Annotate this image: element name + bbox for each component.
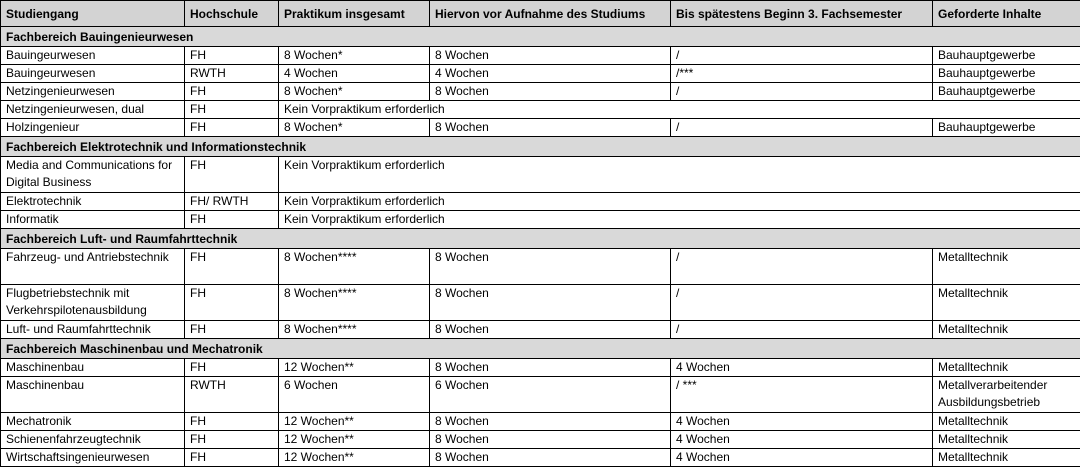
cell-praktikum-insgesamt: 6 Wochen [279,377,430,413]
cell-geforderte-inhalte: Metalltechnik [933,285,1080,321]
table-body [1,27,1080,467]
cell-studiengang: Maschinenbau [1,359,185,377]
col-header-hochschule: Hochschule [185,1,279,27]
cell-studiengang: Netzingenieurwesen, dual [1,101,185,119]
cell-studiengang: Elektrotechnik [1,193,185,211]
cell-hochschule: RWTH [185,377,279,413]
cell-vor-aufnahme: 8 Wochen [430,449,671,467]
cell-studiengang: Fahrzeug- und Antriebstechnik [1,249,185,285]
cell-geforderte-inhalte: Metalltechnik [933,321,1080,339]
section-header-row [1,27,1080,47]
cell-hochschule: FH [185,449,279,467]
section-title: Fachbereich Maschinenbau und Mechatronik [1,339,1080,359]
table-row [1,359,1080,377]
cell-geforderte-inhalte: Metalltechnik [933,359,1080,377]
cell-geforderte-inhalte: Bauhauptgewerbe [933,119,1080,137]
cell-geforderte-inhalte: Bauhauptgewerbe [933,83,1080,101]
cell-praktikum-insgesamt: 8 Wochen* [279,119,430,137]
cell-bis-3-fachsemester: / [671,119,933,137]
cell-bis-3-fachsemester: 4 Wochen [671,431,933,449]
cell-studiengang: Luft- und Raumfahrttechnik [1,321,185,339]
cell-bis-3-fachsemester: / [671,249,933,285]
table-row [1,119,1080,137]
section-header-row [1,229,1080,249]
col-header-vor-aufnahme: Hiervon vor Aufnahme des Studiums [430,1,671,27]
cell-hochschule: FH [185,431,279,449]
cell-studiengang: Netzingenieurwesen [1,83,185,101]
cell-hochschule: FH [185,157,279,193]
cell-praktikum-insgesamt: Kein Vorpraktikum erforderlich [279,101,1080,119]
cell-studiengang: Maschinenbau [1,377,185,413]
cell-praktikum-insgesamt: 8 Wochen* [279,47,430,65]
cell-geforderte-inhalte: Metalltechnik [933,413,1080,431]
col-header-praktikum-insgesamt: Praktikum insgesamt [279,1,430,27]
table-row [1,211,1080,229]
cell-praktikum-insgesamt: 12 Wochen** [279,413,430,431]
cell-hochschule: FH [185,119,279,137]
header-row [1,1,1080,27]
cell-vor-aufnahme: 6 Wochen [430,377,671,413]
table-row [1,157,1080,193]
table-row [1,413,1080,431]
table-row [1,193,1080,211]
cell-hochschule: FH [185,413,279,431]
cell-hochschule: FH [185,249,279,285]
cell-praktikum-insgesamt: 8 Wochen**** [279,249,430,285]
cell-studiengang: Media and Communications for Digital Business [1,157,185,193]
cell-bis-3-fachsemester: 4 Wochen [671,449,933,467]
table-row [1,449,1080,467]
cell-praktikum-insgesamt: 12 Wochen** [279,359,430,377]
cell-praktikum-insgesamt: Kein Vorpraktikum erforderlich [279,211,1080,229]
section-title: Fachbereich Elektrotechnik und Informationstechnik [1,137,1080,157]
cell-praktikum-insgesamt: Kein Vorpraktikum erforderlich [279,193,1080,211]
cell-geforderte-inhalte: Metalltechnik [933,249,1080,285]
cell-hochschule: FH [185,83,279,101]
cell-studiengang: Schienenfahrzeugtechnik [1,431,185,449]
cell-hochschule: FH [185,47,279,65]
cell-bis-3-fachsemester: / [671,83,933,101]
cell-bis-3-fachsemester: /*** [671,65,933,83]
table-row [1,377,1080,413]
cell-geforderte-inhalte: Metalltechnik [933,449,1080,467]
cell-hochschule: FH/ RWTH [185,193,279,211]
table-row [1,47,1080,65]
cell-vor-aufnahme: 8 Wochen [430,413,671,431]
table-row [1,83,1080,101]
cell-bis-3-fachsemester: / [671,47,933,65]
cell-bis-3-fachsemester: / [671,321,933,339]
cell-studiengang: Bauingeurwesen [1,65,185,83]
cell-bis-3-fachsemester: 4 Wochen [671,413,933,431]
table-row [1,65,1080,83]
cell-studiengang: Informatik [1,211,185,229]
cell-praktikum-insgesamt: 8 Wochen* [279,83,430,101]
cell-studiengang: Mechatronik [1,413,185,431]
cell-vor-aufnahme: 8 Wochen [430,83,671,101]
col-header-studiengang: Studiengang [1,1,185,27]
cell-bis-3-fachsemester: 4 Wochen [671,359,933,377]
cell-vor-aufnahme: 4 Wochen [430,65,671,83]
cell-vor-aufnahme: 8 Wochen [430,249,671,285]
cell-bis-3-fachsemester: / [671,285,933,321]
cell-praktikum-insgesamt: 12 Wochen** [279,449,430,467]
cell-vor-aufnahme: 8 Wochen [430,431,671,449]
table-row [1,431,1080,449]
cell-praktikum-insgesamt: 8 Wochen**** [279,285,430,321]
cell-praktikum-insgesamt: 4 Wochen [279,65,430,83]
cell-vor-aufnahme: 8 Wochen [430,285,671,321]
cell-geforderte-inhalte: Metallverarbeitender Ausbildungsbetrieb [933,377,1080,413]
section-title: Fachbereich Bauingenieurwesen [1,27,1080,47]
cell-praktikum-insgesamt: Kein Vorpraktikum erforderlich [279,157,1080,193]
cell-bis-3-fachsemester: / *** [671,377,933,413]
cell-geforderte-inhalte: Metalltechnik [933,431,1080,449]
cell-geforderte-inhalte: Bauhauptgewerbe [933,47,1080,65]
cell-praktikum-insgesamt: 8 Wochen**** [279,321,430,339]
table-row [1,249,1080,285]
cell-vor-aufnahme: 8 Wochen [430,321,671,339]
cell-hochschule: FH [185,285,279,321]
col-header-geforderte-inhalte: Geforderte Inhalte [933,1,1080,27]
cell-vor-aufnahme: 8 Wochen [430,359,671,377]
table-row [1,285,1080,321]
section-title: Fachbereich Luft- und Raumfahrttechnik [1,229,1080,249]
cell-studiengang: Flugbetriebstechnik mit Verkehrspilotenausbildung [1,285,185,321]
cell-praktikum-insgesamt: 12 Wochen** [279,431,430,449]
table-row [1,101,1080,119]
cell-studiengang: Holzingenieur [1,119,185,137]
cell-hochschule: RWTH [185,65,279,83]
cell-vor-aufnahme: 8 Wochen [430,47,671,65]
cell-studiengang: Bauingeurwesen [1,47,185,65]
table-row [1,321,1080,339]
section-header-row [1,339,1080,359]
cell-geforderte-inhalte: Bauhauptgewerbe [933,65,1080,83]
cell-vor-aufnahme: 8 Wochen [430,119,671,137]
section-header-row [1,137,1080,157]
cell-hochschule: FH [185,101,279,119]
cell-hochschule: FH [185,211,279,229]
col-header-bis-3-fachsemester: Bis spätestens Beginn 3. Fachsemester [671,1,933,27]
cell-hochschule: FH [185,359,279,377]
cell-studiengang: Wirtschaftsingenieurwesen [1,449,185,467]
cell-hochschule: FH [185,321,279,339]
